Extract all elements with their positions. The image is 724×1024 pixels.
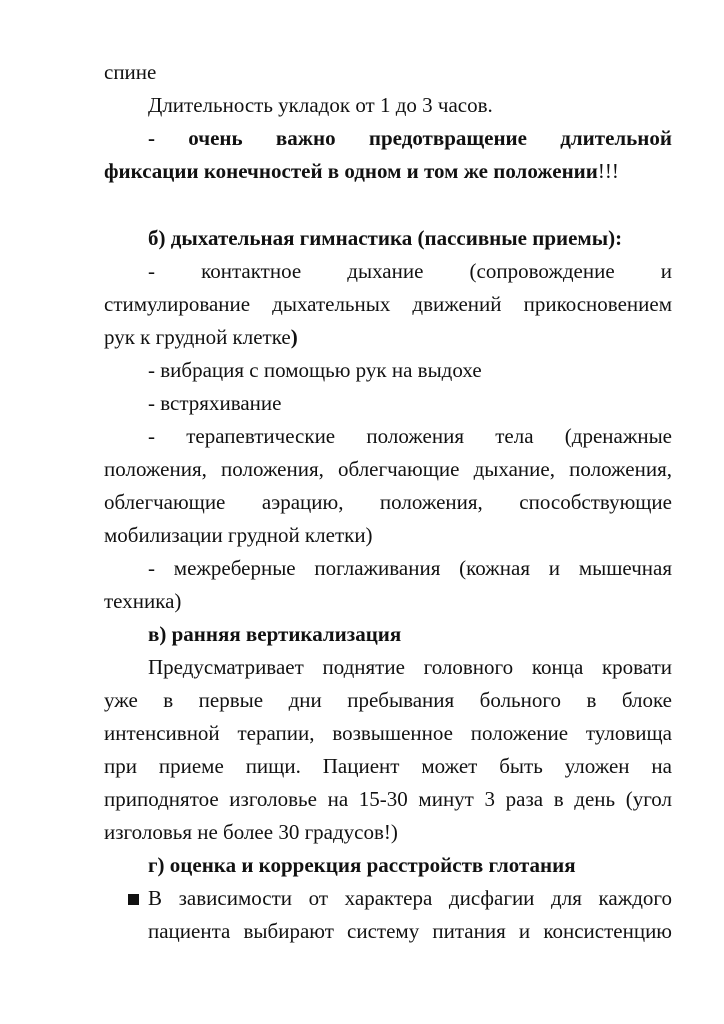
text-span: рук к грудной клетке [104,325,291,349]
text-line: - терапевтические положения тела (дренажные [148,424,672,448]
bold-paren: ) [290,325,298,349]
text-line: - встряхивание [148,391,282,415]
text-line: уже в первые дни пребывания больного в блоке [104,688,672,712]
section-heading-b: б) дыхательная гимнастика (пассивные приемы): [148,226,623,250]
text-line: приподнятое изголовье на 15-30 минут 3 раза в день (угол [104,787,672,811]
text-line [104,155,672,188]
text-line: спине [104,60,157,84]
text-line: изголовья не более 30 градусов!) [104,820,398,844]
text-line: - очень важно предотвращение длительной [148,126,672,150]
text-line: пациента выбирают систему питания и консистенцию [148,919,672,943]
square-bullet-icon [128,894,139,905]
text-line: Длительность укладок от 1 до 3 часов. [148,93,493,117]
text-line: при приеме пищи. Пациент может быть уложен на [104,754,672,778]
list-item-text: В зависимости от характера дисфагии для каждого [148,886,672,910]
text-line: мобилизации грудной клетки) [104,523,373,547]
section-heading-g: г) оценка и коррекция расстройств глотания [148,853,576,877]
section-heading-v: в) ранняя вертикализация [148,622,402,646]
text-line: стимулирование дыхательных движений прикосновением [104,292,672,316]
text-line: - межреберные поглаживания (кожная и мышечная [148,556,672,580]
list-item [104,882,672,915]
bold-text: фиксации конечностей в одном и том же положении [104,159,598,183]
text-line: положения, положения, облегчающие дыхание, положения, [104,457,672,481]
text-line: - вибрация с помощью рук на выдохе [148,358,482,382]
exclamation-text: !!! [597,159,619,183]
text-line: интенсивной терапии, возвышенное положение туловища [104,721,672,745]
text-line: облегчающие аэрацию, положения, способствующие [104,490,672,514]
document-page [104,56,672,948]
text-line: техника) [104,589,182,613]
blank-line [104,188,672,222]
text-line [104,321,672,354]
text-line: Предусматривает поднятие головного конца кровати [148,655,672,679]
text-line: - контактное дыхание (сопровождение и [148,259,672,283]
